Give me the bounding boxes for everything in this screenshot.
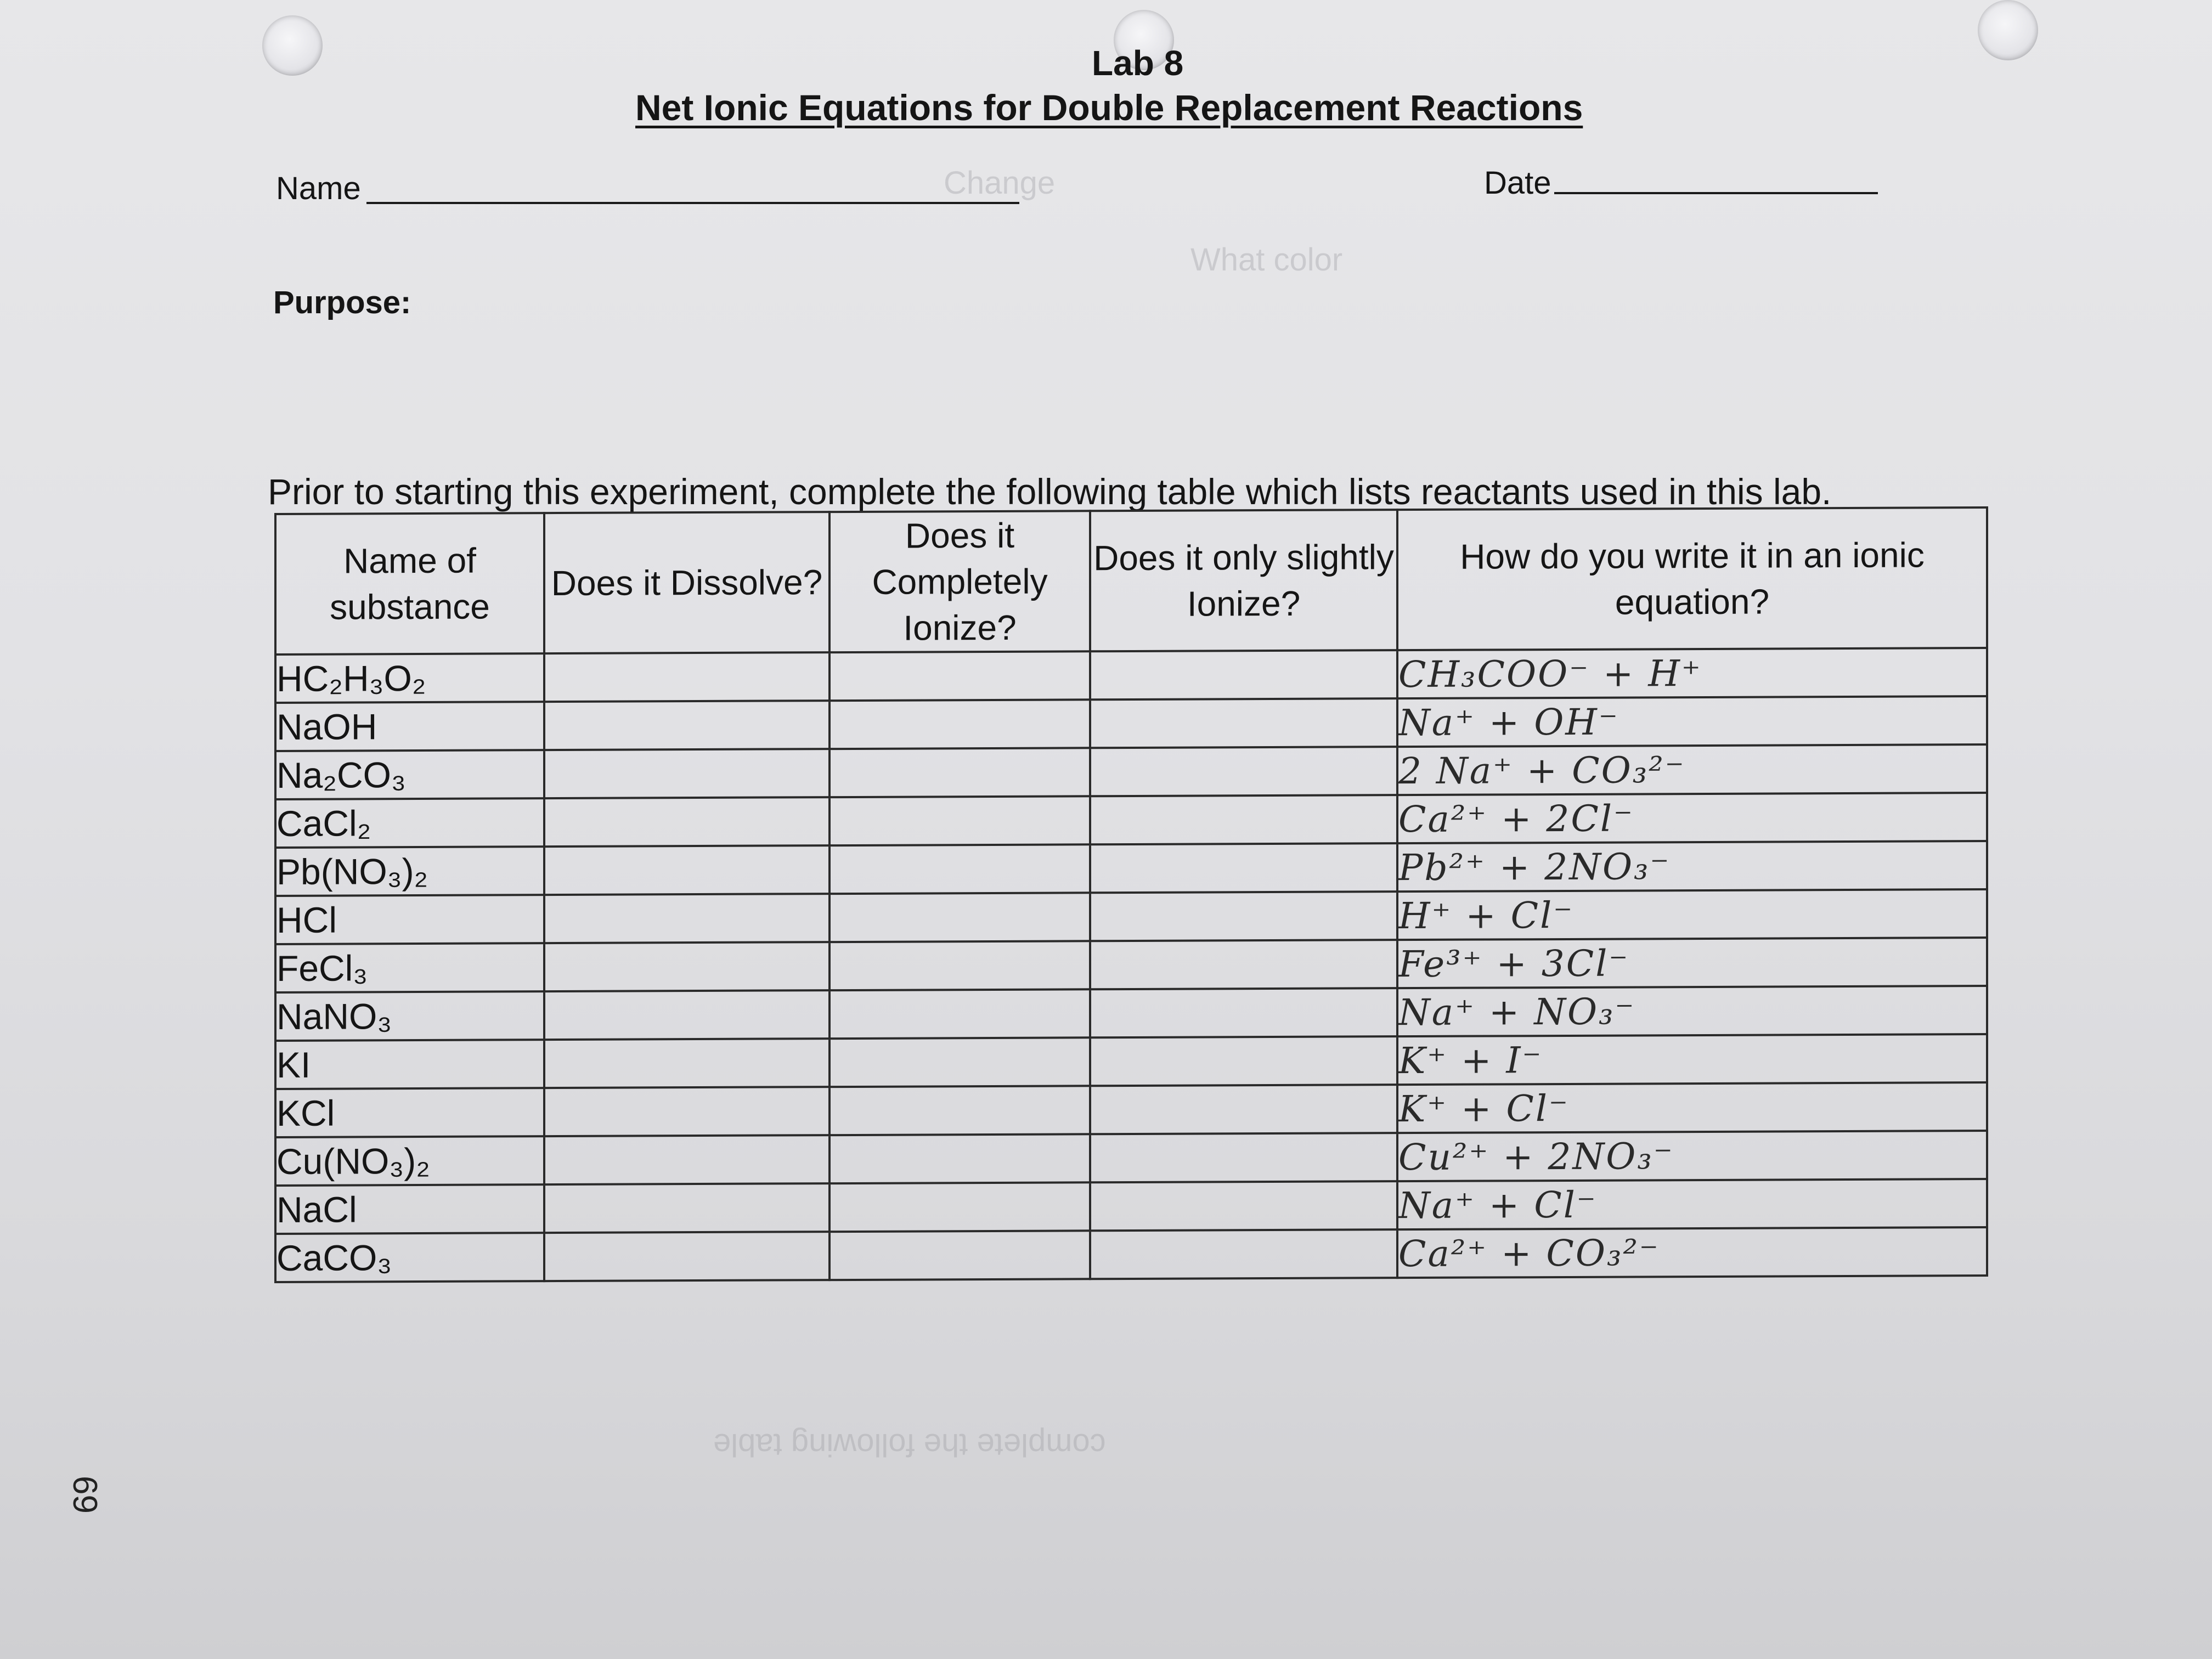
slightly-ionize-cell[interactable] [1090, 795, 1397, 844]
slightly-ionize-cell[interactable] [1090, 940, 1397, 989]
completely-ionize-cell[interactable] [830, 748, 1090, 797]
table-row [275, 938, 1987, 992]
lab-number: Lab 8 [1092, 43, 1184, 83]
ionic-equation-cell[interactable]: Na⁺ + NO₃⁻ [1397, 986, 1987, 1036]
date-line[interactable] [1554, 192, 1878, 194]
header-substance: Name of substance [275, 513, 544, 654]
bleed-through-text: complete the following table [713, 1427, 1106, 1463]
dissolve-cell[interactable] [544, 1183, 830, 1233]
dissolve-cell[interactable] [544, 701, 830, 750]
slightly-ionize-cell[interactable] [1090, 843, 1397, 893]
dissolve-cell[interactable] [544, 845, 830, 895]
completely-ionize-cell[interactable] [830, 699, 1090, 749]
page-number: 69 [66, 1476, 104, 1514]
date-label: Date [1484, 165, 1551, 201]
completely-ionize-cell[interactable] [830, 844, 1090, 894]
completely-ionize-cell[interactable] [830, 1231, 1090, 1280]
completely-ionize-cell[interactable] [830, 1182, 1090, 1232]
ionic-equation-cell[interactable]: Cu²⁺ + 2NO₃⁻ [1397, 1131, 1987, 1181]
ionic-equation-cell[interactable]: Na⁺ + Cl⁻ [1397, 1179, 1987, 1229]
purpose-label: Purpose: [273, 285, 411, 320]
name-line[interactable] [366, 202, 1019, 204]
ionic-equation-cell[interactable]: Ca²⁺ + 2Cl⁻ [1397, 793, 1987, 843]
bleed-through-text: What color [1190, 242, 1343, 278]
dissolve-cell[interactable] [544, 942, 830, 991]
reactants-table [274, 506, 1988, 1283]
completely-ionize-cell[interactable] [830, 651, 1090, 701]
table-row [275, 1179, 1987, 1234]
header-completely-ionize: Does it Completely Ionize? [830, 511, 1090, 652]
slightly-ionize-cell[interactable] [1090, 1133, 1397, 1182]
ionic-equation-cell[interactable]: K⁺ + I⁻ [1397, 1034, 1987, 1085]
slightly-ionize-cell[interactable] [1090, 698, 1397, 748]
table-row [275, 744, 1987, 799]
substance-cell: KCl [275, 1088, 544, 1137]
substance-cell: HCl [275, 895, 544, 944]
slightly-ionize-cell[interactable] [1090, 988, 1397, 1037]
slightly-ionize-cell[interactable] [1090, 650, 1397, 699]
ionic-equation-cell[interactable]: Na⁺ + OH⁻ [1397, 696, 1987, 747]
dissolve-cell[interactable] [544, 894, 830, 943]
table-row [275, 793, 1987, 848]
ionic-equation-cell[interactable]: Pb²⁺ + 2NO₃⁻ [1397, 841, 1987, 891]
table-row [275, 1131, 1987, 1186]
substance-cell: Na₂CO₃ [275, 750, 544, 799]
substance-cell: CaCl₂ [275, 798, 544, 848]
slightly-ionize-cell[interactable] [1090, 1181, 1397, 1231]
header-ionic-equation: How do you write it in an ionic equation? [1397, 507, 1987, 650]
table-row [275, 986, 1987, 1041]
ionic-equation-cell[interactable]: H⁺ + Cl⁻ [1397, 889, 1987, 940]
header-slightly-ionize: Does it only slightly Ionize? [1090, 510, 1397, 651]
bleed-through-text: Change [944, 165, 1056, 201]
dissolve-cell[interactable] [544, 797, 830, 847]
ionic-equation-cell[interactable]: CH₃COO⁻ + H⁺ [1397, 648, 1987, 698]
substance-cell: FeCl₃ [275, 943, 544, 992]
dissolve-cell[interactable] [544, 1232, 830, 1281]
table-header-row [275, 507, 1987, 654]
table-row [275, 1227, 1987, 1282]
completely-ionize-cell[interactable] [830, 1134, 1090, 1183]
ionic-equation-cell[interactable]: Ca²⁺ + CO₃²⁻ [1397, 1227, 1987, 1278]
completely-ionize-cell[interactable] [830, 796, 1090, 845]
table-row [275, 1034, 1987, 1089]
slightly-ionize-cell[interactable] [1090, 891, 1397, 941]
substance-cell: Pb(NO₃)₂ [275, 847, 544, 896]
header-dissolve: Does it Dissolve? [544, 512, 830, 653]
dissolve-cell[interactable] [544, 1087, 830, 1136]
substance-cell: Cu(NO₃)₂ [275, 1136, 544, 1186]
substance-cell: NaOH [275, 702, 544, 751]
completely-ionize-cell[interactable] [830, 989, 1090, 1039]
dissolve-cell[interactable] [544, 990, 830, 1040]
dissolve-cell[interactable] [544, 1039, 830, 1088]
table-row [275, 648, 1987, 703]
dissolve-cell[interactable] [544, 1135, 830, 1184]
completely-ionize-cell[interactable] [830, 893, 1090, 942]
dissolve-cell[interactable] [544, 652, 830, 702]
completely-ionize-cell[interactable] [830, 1086, 1090, 1135]
table-body [275, 648, 1987, 1282]
table-row [275, 696, 1987, 751]
punch-hole-left [262, 15, 323, 76]
slightly-ionize-cell[interactable] [1090, 1085, 1397, 1134]
table-row [275, 841, 1987, 896]
dissolve-cell[interactable] [544, 749, 830, 798]
table-row [275, 889, 1987, 944]
ionic-equation-cell[interactable]: K⁺ + Cl⁻ [1397, 1082, 1987, 1133]
substance-cell: CaCO₃ [275, 1233, 544, 1282]
substance-cell: KI [275, 1040, 544, 1089]
substance-cell: HC₂H₃O₂ [275, 653, 544, 703]
completely-ionize-cell[interactable] [830, 941, 1090, 990]
substance-cell: NaNO₃ [275, 991, 544, 1041]
page-title: Net Ionic Equations for Double Replacement Reactions [635, 87, 1583, 128]
instructions-text: Prior to starting this experiment, complete the following table which lists reactants used in this lab. [268, 471, 1832, 512]
slightly-ionize-cell[interactable] [1090, 1229, 1397, 1279]
ionic-equation-cell[interactable]: 2 Na⁺ + CO₃²⁻ [1397, 744, 1987, 795]
name-label: Name [276, 171, 361, 206]
punch-hole-right [1978, 0, 2038, 60]
table-row [275, 1082, 1987, 1137]
slightly-ionize-cell[interactable] [1090, 747, 1397, 796]
completely-ionize-cell[interactable] [830, 1037, 1090, 1087]
ionic-equation-cell[interactable]: Fe³⁺ + 3Cl⁻ [1397, 938, 1987, 988]
substance-cell: NaCl [275, 1184, 544, 1234]
slightly-ionize-cell[interactable] [1090, 1036, 1397, 1086]
